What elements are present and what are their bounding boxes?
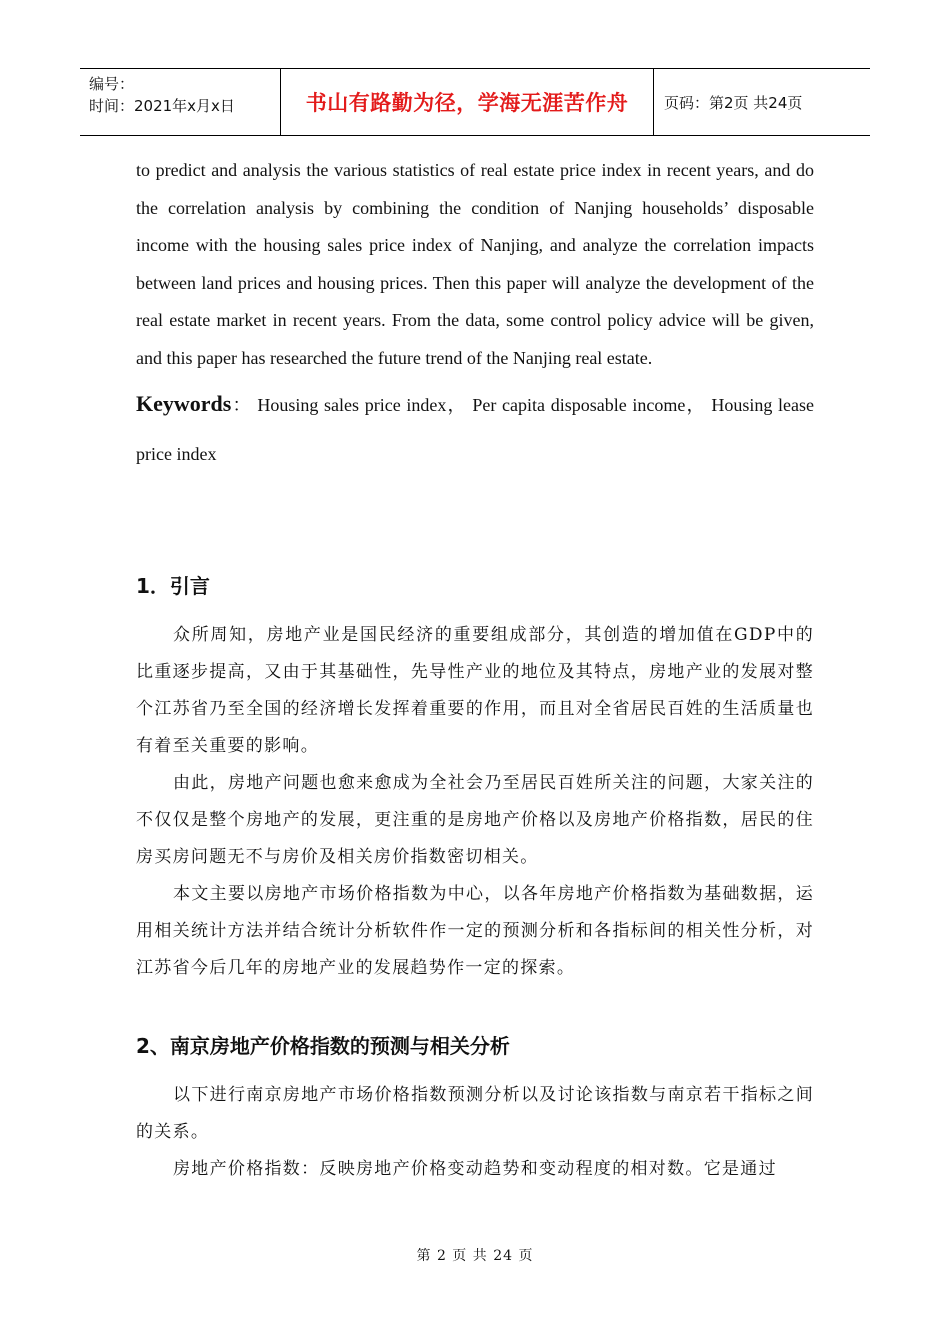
section-2-heading: 2、南京房地产价格指数的预测与相关分析 [136,1034,510,1058]
doc-number-label: 编号： [89,75,135,93]
header-page-info: 页码：第2页 共24页 [664,93,803,112]
header-motto: 书山有路勤为径，学海无涯苦作舟 [305,91,629,115]
header-meta [80,69,281,135]
section-1-paragraph: 众所周知，房地产业是国民经济的重要组成部分，其创造的增加值在GDP中的比重逐步提高，又由于其基础性，先导性产业的地位及其特点，房地产业的发展对整个江苏省乃至全国的经济增长发挥着重要的作用，而且对全省居民百姓的生活质量也有着至关重要的影响。 [136,625,814,756]
header-motto-cell [281,69,654,135]
abstract-continuation: to predict and analysis the various statistics of real estate price index in recent years, and do the correlation analysis by combining the condition of Nanjing households’ disposable income with the housing sales price index of Nanjing, and analyze the correlation impacts between land prices and housing prices. Then this paper will analyze the development of the real estate market in recent years. From the data, some control policy advice will be given, and this paper has researched the future trend of the Nanjing real estate. [136,160,814,368]
section-2-paragraph: 以下进行南京房地产市场价格指数预测分析以及讨论该指数与南京若干指标之间的关系。 [136,1085,814,1142]
section-1-paragraph: 本文主要以房地产市场价格指数为中心，以各年房地产价格指数为基础数据，运用相关统计方法并结合统计分析软件作一定的预测分析和各指标间的相关性分析，对江苏省今后几年的房地产业的发展趋势作一定的探索。 [136,884,814,978]
section-1-body [136,617,814,987]
page-footer: 第 2 页 共 24 页 [416,1248,534,1264]
section-1-heading: 1．引言 [136,574,210,598]
section-2-body [136,1077,814,1188]
page-header [80,68,870,136]
section-1-paragraph: 由此，房地产问题也愈来愈成为全社会乃至居民百姓所关注的问题，大家关注的不仅仅是整个房地产的发展，更注重的是房地产价格以及房地产价格指数，居民的住房买房问题无不与房价及相关房价指数密切相关。 [136,773,814,867]
document-body [136,152,814,1188]
date-label: 时间：2021年x月x日 [89,97,235,115]
keywords-separator: ： [231,395,252,415]
keywords-label: Keywords [136,391,232,416]
keywords-text: Housing sales price index， Per capita disposable income， Housing lease price index [136,395,815,464]
keywords-line [136,379,814,479]
section-2-paragraph: 房地产价格指数：反映房地产价格变动趋势和变动程度的相对数。它是通过 [173,1159,777,1179]
